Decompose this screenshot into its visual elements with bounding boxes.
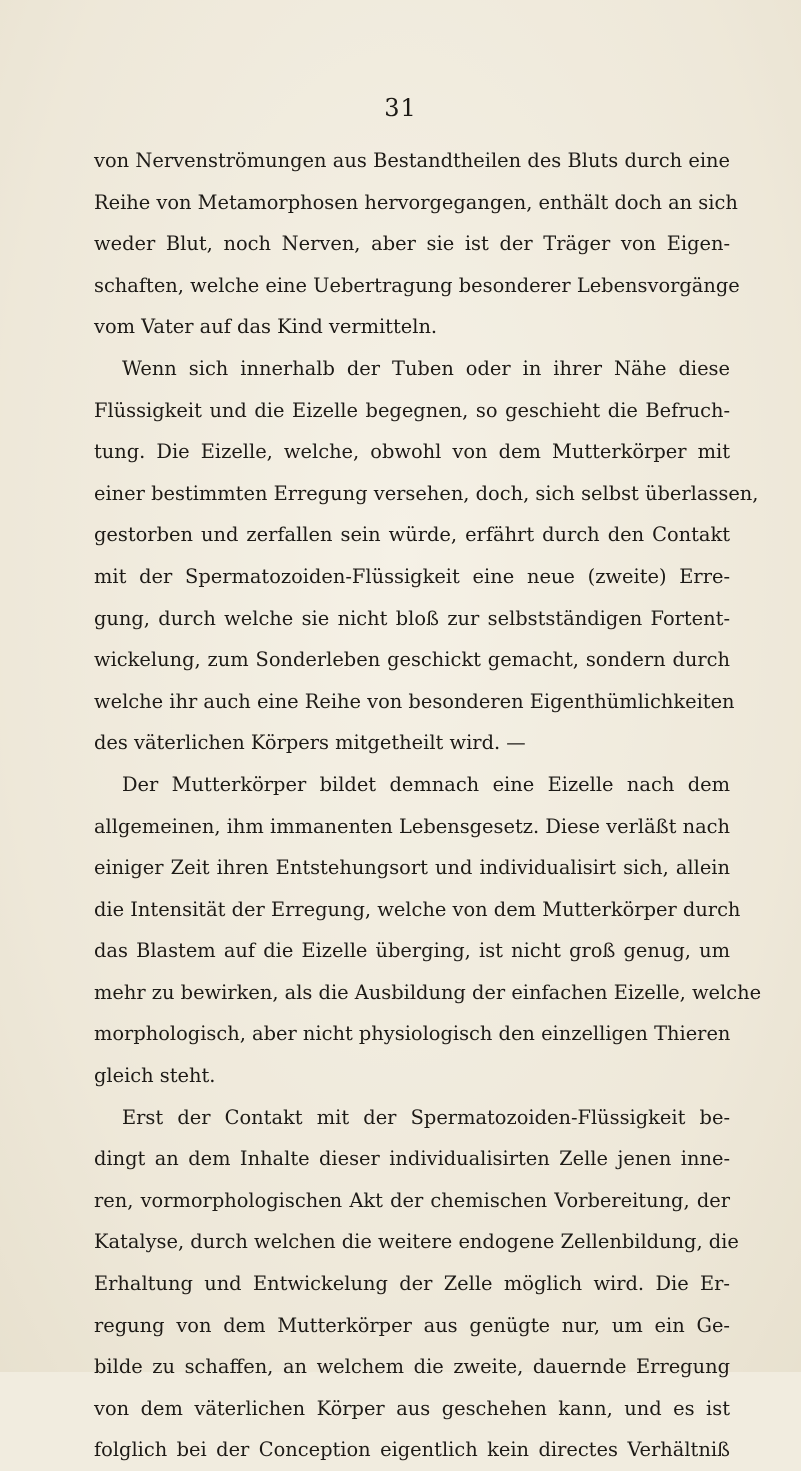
- text-line: mit der Spermatozoiden-Flüssigkeit eine neue (zweite) Erre-: [94, 564, 730, 588]
- text-line: morphologisch, aber nicht physiologisch den einzelligen Thieren: [94, 1022, 731, 1046]
- text-line: tung. Die Eizelle, welche, obwohl von dem Mutterkörper mit: [94, 440, 730, 464]
- text-line: Flüssigkeit und die Eizelle begegnen, so geschieht die Befruch-: [94, 398, 730, 422]
- text-line: Wenn sich innerhalb der Tuben oder in ihrer Nähe diese: [122, 356, 730, 380]
- text-line: Katalyse, durch welchen die weitere endogene Zellenbildung, die: [94, 1230, 739, 1254]
- text-line: einiger Zeit ihren Entstehungsort und individualisirt sich, allein: [94, 856, 730, 880]
- page-number: 31: [384, 94, 417, 122]
- text-line: von Nervenströmungen aus Bestandtheilen des Bluts durch eine: [94, 149, 730, 172]
- text-line: von dem väterlichen Körper aus geschehen kann, und es ist: [94, 1396, 730, 1420]
- body-text: [94, 140, 762, 1471]
- text-line: gung, durch welche sie nicht bloß zur selbstständigen Fortent-: [94, 606, 730, 630]
- text-line: vom Vater auf das Kind vermitteln.: [94, 315, 438, 339]
- text-line: gleich steht.: [94, 1064, 216, 1088]
- text-line: welche ihr auch eine Reihe von besonderen Eigenthümlichkeiten: [94, 689, 735, 713]
- text-line: schaften, welche eine Uebertragung besonderer Lebensvorgänge: [94, 273, 740, 297]
- text-line: folglich bei der Conception eigentlich kein directes Verhältniß: [94, 1438, 730, 1462]
- text-line: einer bestimmten Erregung versehen, doch, sich selbst überlassen,: [94, 481, 759, 505]
- text-line: Der Mutterkörper bildet demnach eine Eizelle nach dem: [122, 772, 730, 796]
- text-line: wickelung, zum Sonderleben geschickt gemacht, sondern durch: [94, 648, 730, 672]
- text-line: gestorben und zerfallen sein würde, erfährt durch den Contakt: [94, 523, 730, 547]
- text-line: Reihe von Metamorphosen hervorgegangen, enthält doch an sich: [94, 190, 738, 214]
- text-line: Erst der Contakt mit der Spermatozoiden-Flüssigkeit be-: [122, 1105, 730, 1129]
- text-line: die Intensität der Erregung, welche von dem Mutterkörper durch: [94, 897, 741, 921]
- text-line: Erhaltung und Entwickelung der Zelle möglich wird. Die Er-: [94, 1272, 730, 1296]
- text-line: dingt an dem Inhalte dieser individualisirten Zelle jenen inne-: [94, 1147, 730, 1171]
- text-line: allgemeinen, ihm immanenten Lebensgesetz. Diese verläßt nach: [94, 814, 730, 838]
- text-line: das Blastem auf die Eizelle überging, ist nicht groß genug, um: [94, 939, 730, 963]
- text-line: bilde zu schaffen, an welchem die zweite, dauernde Erregung: [94, 1355, 730, 1379]
- text-line: regung von dem Mutterkörper aus genügte nur, um ein Ge-: [94, 1313, 730, 1337]
- text-line: des väterlichen Körpers mitgetheilt wird. —: [94, 731, 526, 755]
- text-line: mehr zu bewirken, als die Ausbildung der einfachen Eizelle, welche: [94, 980, 762, 1004]
- text-line: ren, vormorphologischen Akt der chemischen Vorbereitung, der: [94, 1188, 730, 1212]
- text-line: weder Blut, noch Nerven, aber sie ist der Träger von Eigen-: [94, 232, 730, 256]
